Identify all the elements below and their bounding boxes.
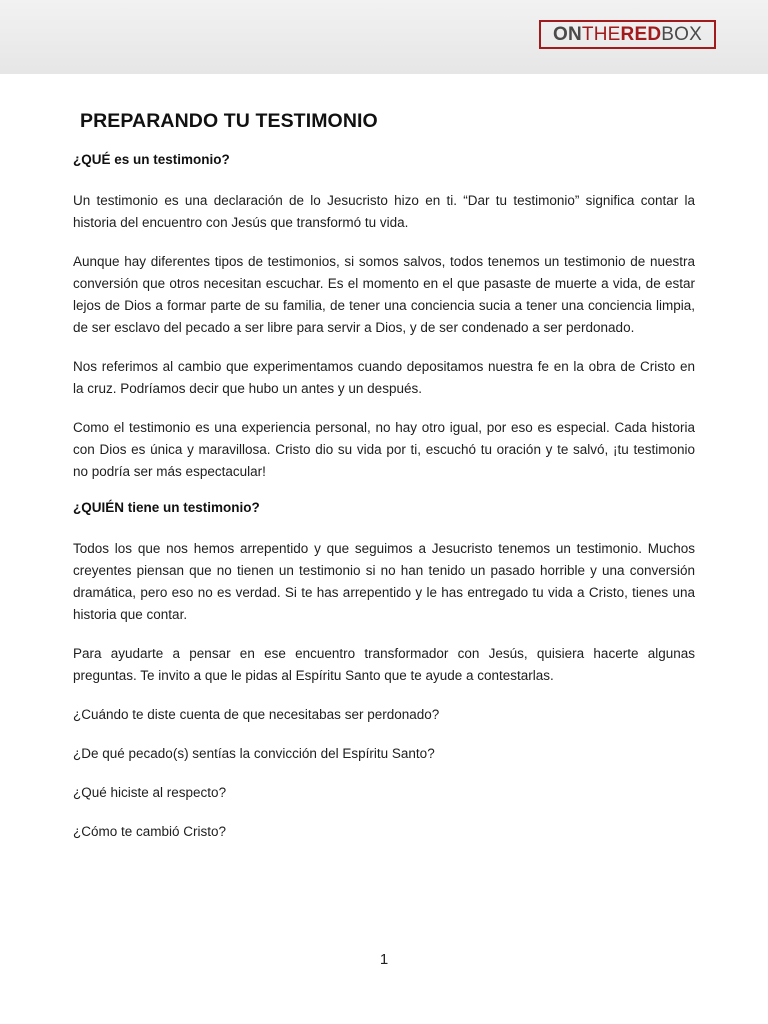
document-title: PREPARANDO TU TESTIMONIO [80,110,378,132]
question-when: ¿Cuándo te diste cuenta de que necesitabas ser perdonado? [73,707,440,722]
logo-part-red: RED [620,23,662,45]
paragraph-definition: Un testimonio es una declaración de lo Jesucristo hizo en ti. “Dar tu testimonio” significa contar la historia del encuentro con Jesús que transformó tu vida. [73,193,695,230]
section-heading-who: ¿QUIÉN tiene un testimonio? [73,500,260,515]
page-number: 1 [379,951,389,968]
paragraph-conversion: Aunque hay diferentes tipos de testimonios, si somos salvos, todos tenemos un testimonio de nuestra conversión que otros necesitan escuchar. Es el momento en el que pasaste de muerte a vida, de estar lejos de Dios a formar parte de su familia, de tener una conciencia sucia a tener una conciencia limpia, de ser esclavo del pecado a ser libre para servir a Dios, y de ser condenado a ser perdonado. [73,254,695,335]
question-how-changed: ¿Cómo te cambió Cristo? [73,824,227,839]
paragraph-everyone: Todos los que nos hemos arrepentido y que seguimos a Jesucristo tenemos un testimonio. Muchos creyentes piensan que no tienen un testimonio si no han tenido un pasado horrible y una conversión dramática, pero eso no es verdad. Si te has arrepentido y le has entregado tu vida a Cristo, tienes una historia que contar. [73,541,695,622]
question-what-did: ¿Qué hiciste al respecto? [73,785,227,800]
document-body [73,152,695,843]
header-band [0,0,768,74]
logo-part-the: THE [581,23,621,45]
paragraph-change: Nos referimos al cambio que experimentamos cuando depositamos nuestra fe en la obra de Cristo en la cruz. Podríamos decir que hubo un antes y un después. [73,359,695,396]
logo-part-box: BOX [661,23,702,45]
section-heading-what: ¿QUÉ es un testimonio? [73,152,230,167]
paragraph-personal: Como el testimonio es una experiencia personal, no hay otro igual, por eso es especial. Cada historia con Dios es única y maravillosa. Cristo dio su vida por ti, escuchó tu oración y te salvó, ¡tu testimonio no podría ser más espectacular! [73,420,695,479]
question-which-sin: ¿De qué pecado(s) sentías la convicción del Espíritu Santo? [73,746,435,761]
logo-part-on: ON [553,23,582,45]
ontheredbox-logo [539,20,716,49]
paragraph-questions-intro: Para ayudarte a pensar en ese encuentro transformador con Jesús, quisiera hacerte algunas preguntas. Te invito a que le pidas al Espíritu Santo que te ayude a contestarlas. [73,646,695,683]
